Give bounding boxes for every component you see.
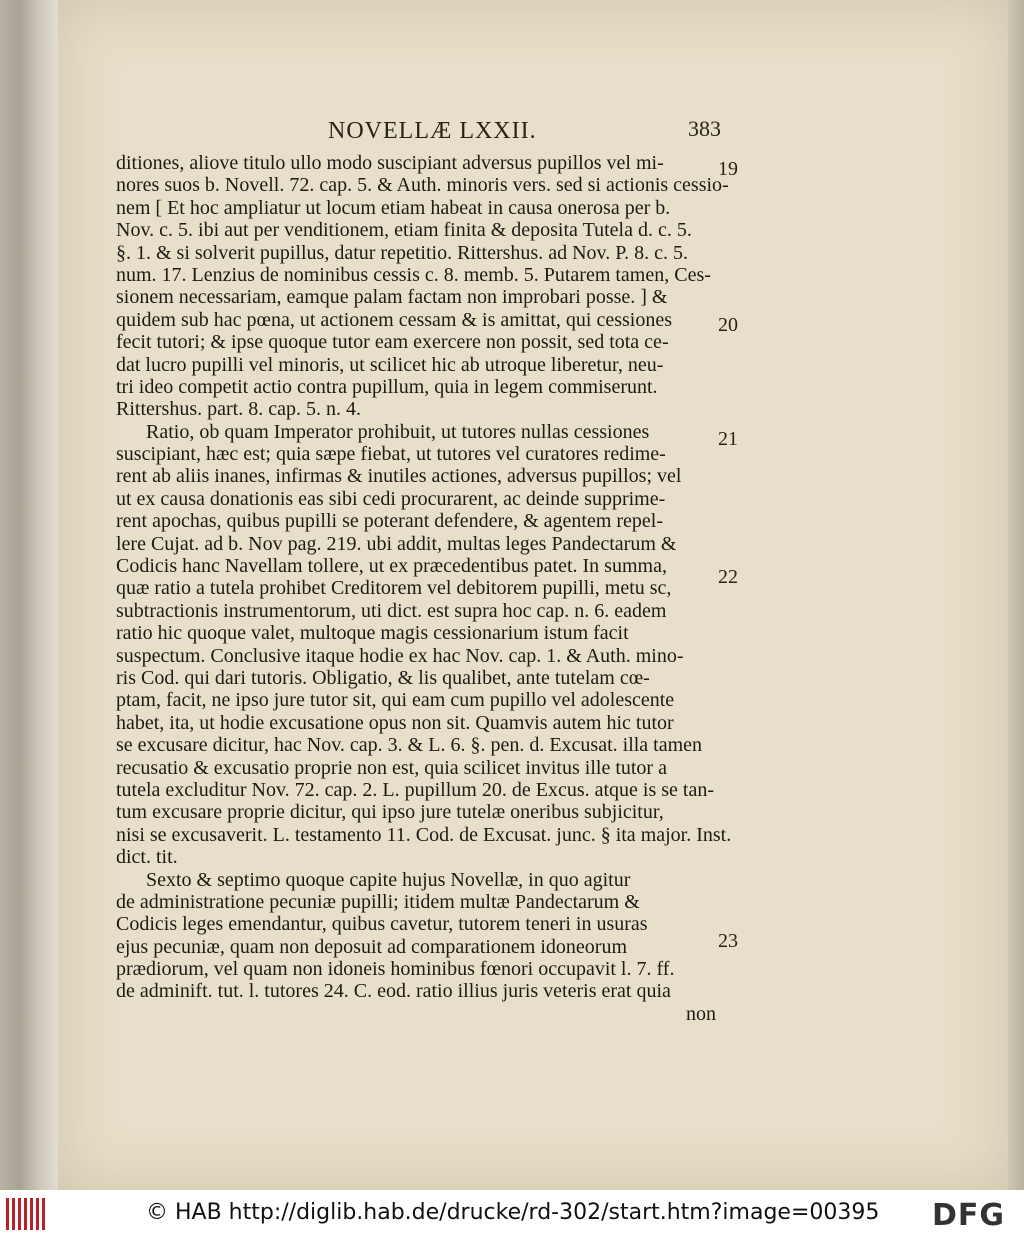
text-line: lere Cujat. ad b. Nov pag. 219. ubi addit, multas leges Pandectarum &: [116, 532, 677, 555]
text-line: ditiones, aliove titulo ullo modo suscipiant adversus pupillos vel mi-: [116, 152, 664, 174]
margin-number: 22: [718, 566, 738, 588]
footer-bar: [0, 1190, 1024, 1238]
margin-number: 23: [718, 930, 738, 952]
book-spine: [0, 0, 58, 1190]
text-line: tum excusare proprie dicitur, qui ipso jure tutelæ oneribus subjicitur,: [116, 801, 664, 824]
text-line: Codicis hanc Navellam tollere, ut ex præcedentibus patet. In summa,: [116, 555, 667, 578]
text-line: rent apochas, quibus pupilli se poterant defendere, & agentem repel-: [116, 510, 664, 533]
text-line: rent ab aliis inanes, infirmas & inutiles actiones, adversus pupillos; vel: [116, 465, 682, 488]
text-line: Codicis leges emendantur, quibus cavetur, tutorem teneri in usuras: [116, 913, 648, 936]
text-line: de adminift. tut. l. tutores 24. C. eod. ratio illius juris veteris erat quia: [116, 980, 671, 1003]
book-page: [58, 0, 1008, 1190]
text-line: suspectum. Conclusive itaque hodie ex hac Nov. cap. 1. & Auth. mino-: [116, 644, 684, 667]
text-line: se excusare dicitur, hac Nov. cap. 3. & L. 6. §. pen. d. Excusat. illa tamen: [116, 734, 703, 757]
text-line: quæ ratio a tutela prohibet Creditorem vel debitorem pupilli, metu sc,: [116, 577, 672, 600]
text-line: Nov. c. 5. ibi aut per venditionem, etiam finita & deposita Tutela d. c. 5.: [116, 219, 692, 242]
hab-logo-icon: [6, 1198, 46, 1230]
running-title: NOVELLÆ LXXII.: [328, 118, 537, 144]
margin-number: 20: [718, 314, 738, 336]
copyright-link[interactable]: © HAB http://diglib.hab.de/drucke/rd-302/start.htm?image=00395: [146, 1200, 880, 1225]
text-line: tutela excluditur Nov. 72. cap. 2. L. pupillum 20. de Excus. atque is se tan-: [116, 778, 715, 801]
text-line: Ratio, ob quam Imperator prohibuit, ut tutores nullas cessiones: [146, 420, 650, 443]
text-line: suscipiant, hæc est; quia sæpe fiebat, ut tutores vel curatores redime-: [116, 443, 666, 466]
text-line: num. 17. Lenzius de nominibus cessis c. 8. memb. 5. Putarem tamen, Ces-: [116, 263, 711, 286]
text-line: §. 1. & si solverit pupillus, datur repetitio. Rittershus. ad Nov. P. 8. c. 5.: [116, 241, 688, 264]
text-line: ptam, facit, ne ipso jure tutor sit, qui eam cum pupillo vel adolescente: [116, 689, 675, 712]
text-line: nores suos b. Novell. 72. cap. 5. & Auth. minoris vers. sed si actionis cessio-: [116, 174, 729, 197]
text-line: Sexto & septimo quoque capite hujus Novellæ, in quo agitur: [146, 868, 631, 891]
text-line: non: [686, 1002, 716, 1025]
text-line: tri ideo competit actio contra pupillum, quia in legem commiserunt.: [116, 375, 658, 398]
text-line: dat lucro pupilli vel minoris, ut scilicet hic ab utroque liberetur, neu-: [116, 353, 664, 376]
text-line: nisi se excusaverit. L. testamento 11. Cod. de Excusat. junc. § ita major. Inst.: [116, 823, 732, 846]
text-line: prædiorum, vel quam non idoneis hominibus fœnori occupavit l. 7. ff.: [116, 958, 675, 981]
text-line: habet, ita, ut hodie excusatione opus non sit. Quamvis autem hic tutor: [116, 711, 674, 734]
text-line: fecit tutori; & ipse quoque tutor eam exercere non possit, sed tota ce-: [116, 331, 669, 354]
margin-number: 21: [718, 428, 738, 450]
text-line: quidem sub hac pœna, ut actionem cessam & is amittat, qui cessiones: [116, 308, 672, 331]
dfg-logo: DFG: [932, 1198, 1006, 1233]
text-line: ut ex causa donationis eas sibi cedi procurarent, ac deinde supprime-: [116, 487, 666, 510]
text-line: subtractionis instrumentorum, uti dict. est supra hoc cap. n. 6. eadem: [116, 599, 667, 622]
page-edge: [1008, 0, 1024, 1190]
text-line: ris Cod. qui dari tutoris. Obligatio, & lis qualibet, ante tutelam cœ-: [116, 666, 650, 689]
margin-number: 19: [718, 158, 738, 180]
text-line: dict. tit.: [116, 846, 178, 869]
page-number: 383: [688, 116, 721, 141]
text-line: nem [ Et hoc ampliatur ut locum etiam habeat in causa onerosa per b.: [116, 196, 671, 219]
text-line: recusatio & excusatio proprie non est, quia scilicet invitus ille tutor a: [116, 756, 667, 779]
text-line: sionem necessariam, eamque palam factam non improbari posse. ] &: [116, 286, 668, 309]
text-line: ratio hic quoque valet, multoque magis cessionarium istum facit: [116, 622, 629, 645]
text-line: ejus pecuniæ, quam non deposuit ad comparationem idoneorum: [116, 935, 627, 958]
running-head: [58, 114, 1008, 150]
text-line: de administratione pecuniæ pupilli; itidem multæ Pandectarum &: [116, 890, 640, 913]
text-line: Rittershus. part. 8. cap. 5. n. 4.: [116, 398, 361, 421]
